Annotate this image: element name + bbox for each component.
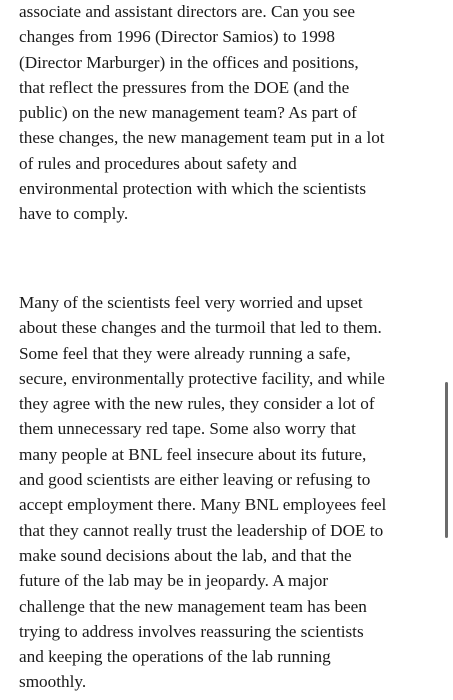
text-line: them unnecessary red tape. Some also worry that: [19, 419, 356, 439]
text-line: have to comply.: [19, 204, 129, 224]
text-line: environmental protection with which the scientists: [19, 179, 367, 199]
text-line: challenge that the new management team has been: [19, 596, 367, 616]
text-line: secure, environmentally protective facility, and while: [19, 368, 385, 388]
text-line: trying to address involves reassuring the scientists: [19, 621, 364, 641]
text-line: about these changes and the turmoil that led to them.: [19, 318, 382, 338]
text-line: smoothly.: [19, 672, 87, 692]
text-line: and keeping the operations of the lab running: [19, 647, 331, 667]
text-line: and good scientists are either leaving or refusing to: [19, 470, 371, 490]
text-line: public) on the new management team? As part of: [19, 103, 357, 123]
text-line: Many of the scientists feel very worried and upset: [19, 293, 363, 312]
paragraph: [19, 0, 385, 227]
text-line: these changes, the new management team put in a lot: [19, 128, 385, 148]
text-line: make sound decisions about the lab, and that the: [19, 545, 352, 565]
paragraph: [19, 290, 386, 695]
text-line: they agree with the new rules, they consider a lot of: [19, 394, 375, 414]
text-line: associate and assistant directors are. Can you see: [19, 2, 355, 21]
text-line: (Director Marburger) in the offices and positions,: [19, 52, 359, 72]
text-line: future of the lab may be in jeopardy. A major: [19, 571, 329, 591]
text-line: many people at BNL feel insecure about its future,: [19, 444, 367, 464]
text-line: changes from 1996 (Director Samios) to 1998: [19, 27, 335, 47]
text-line: of rules and procedures about safety and: [19, 153, 297, 173]
text-line: Some feel that they were already running a safe,: [19, 343, 351, 363]
text-line: that they cannot really trust the leadership of DOE to: [19, 520, 384, 540]
text-line: that reflect the pressures from the DOE (and the: [19, 77, 350, 97]
text-line: accept employment there. Many BNL employees feel: [19, 495, 387, 515]
scrollbar[interactable]: [445, 382, 448, 538]
